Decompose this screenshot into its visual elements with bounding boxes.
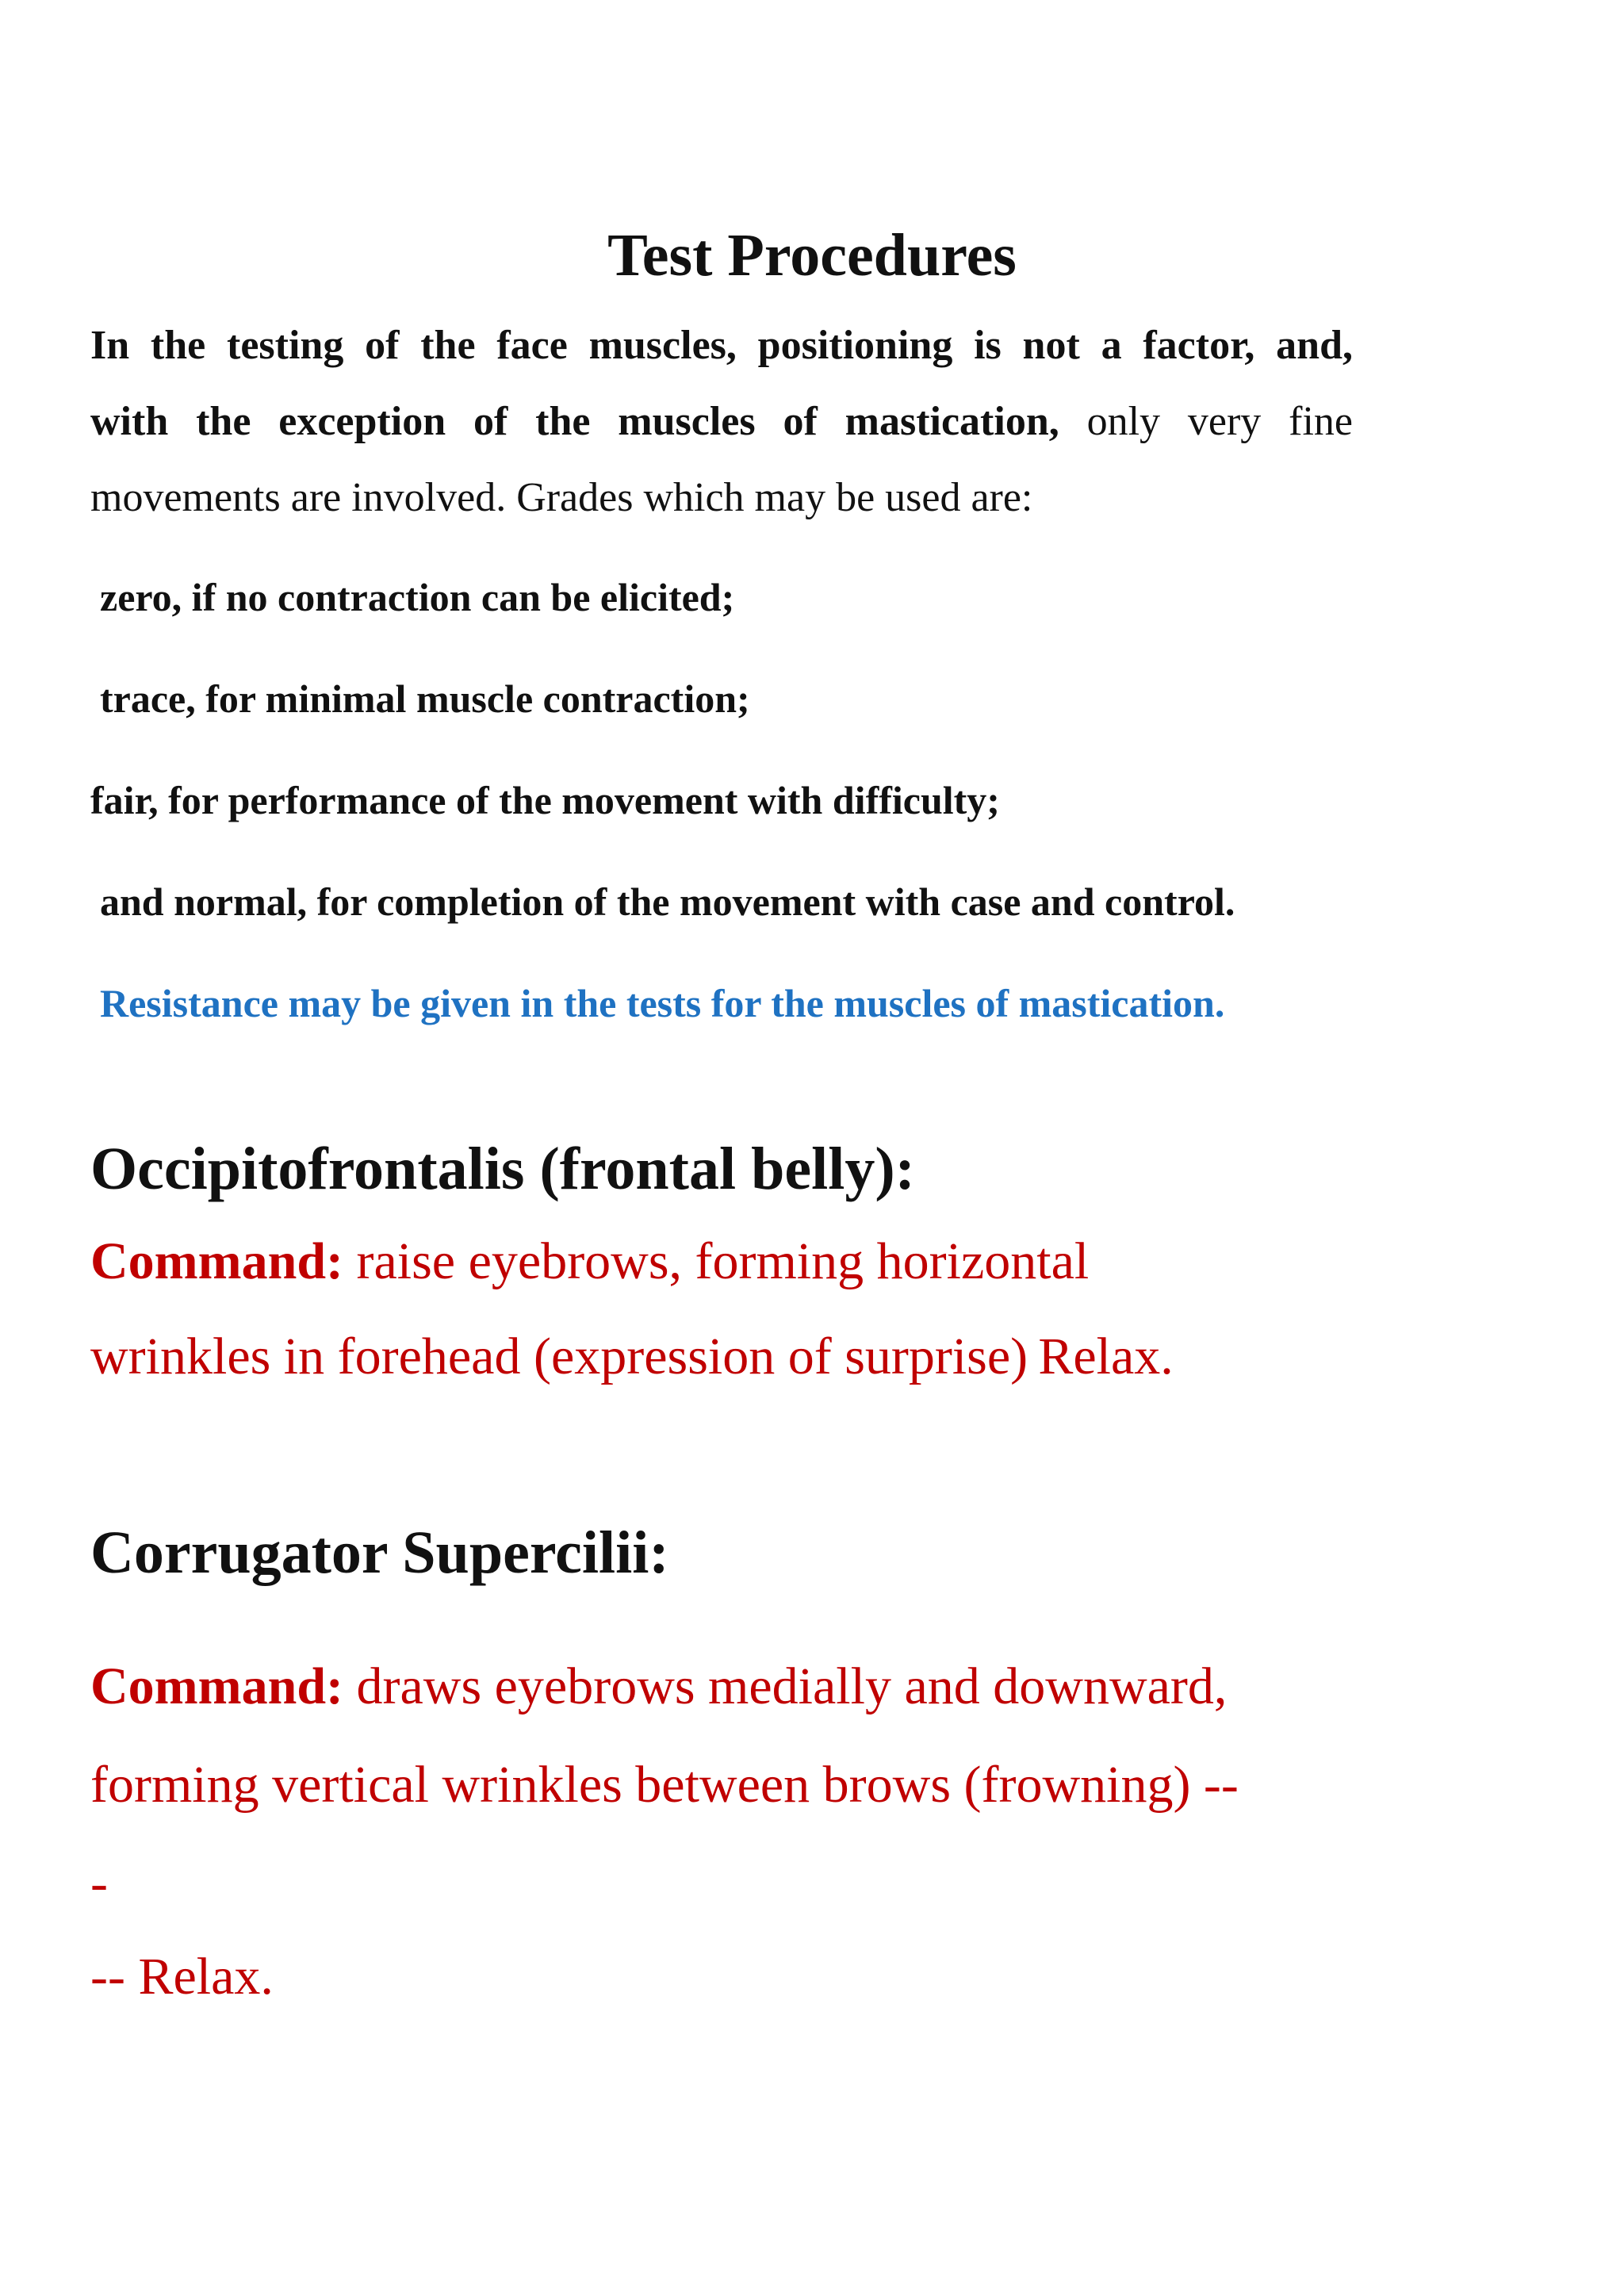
- intro-line-2-normal: only very fine: [1059, 399, 1354, 444]
- command-line: -: [90, 1854, 108, 1912]
- command-line: forming vertical wrinkles between brows (frowning) --: [90, 1756, 1239, 1814]
- command-line: [90, 1226, 1089, 1297]
- section-heading-occipitofrontalis: Occipitofrontalis (frontal belly):: [90, 1136, 915, 1202]
- grade-trace: trace, for minimal muscle contraction;: [100, 676, 750, 721]
- grade-fair: fair, for performance of the movement with difficulty;: [90, 778, 1000, 822]
- command-label: Command:: [90, 1232, 344, 1290]
- intro-line-2: [90, 384, 1353, 460]
- grade-zero: zero, if no contraction can be elicited;: [100, 575, 735, 619]
- section-heading-corrugator: Corrugator Supercilii:: [90, 1519, 669, 1586]
- page-title: Test Procedures: [607, 222, 1017, 289]
- command-line: wrinkles in forehead (expression of surprise) Relax.: [90, 1328, 1174, 1385]
- intro-line-2-bold: with the exception of the muscles of mastication,: [90, 399, 1059, 444]
- intro-line-3: movements are involved. Grades which may be used are:: [90, 475, 1033, 520]
- command-label: Command:: [90, 1657, 344, 1715]
- intro-paragraph: [90, 308, 1353, 536]
- command-text: draws eyebrows medially and downward,: [343, 1657, 1228, 1715]
- command-line: -- Relax.: [90, 1948, 274, 2006]
- intro-line-1: In the testing of the face muscles, positioning is not a factor, and,: [90, 323, 1353, 368]
- command-text: raise eyebrows, forming horizontal: [343, 1232, 1090, 1290]
- grade-normal: and normal, for completion of the movement with case and control.: [100, 879, 1235, 924]
- command-line: [90, 1651, 1227, 1722]
- resistance-note: Resistance may be given in the tests for the muscles of mastication.: [100, 981, 1225, 1025]
